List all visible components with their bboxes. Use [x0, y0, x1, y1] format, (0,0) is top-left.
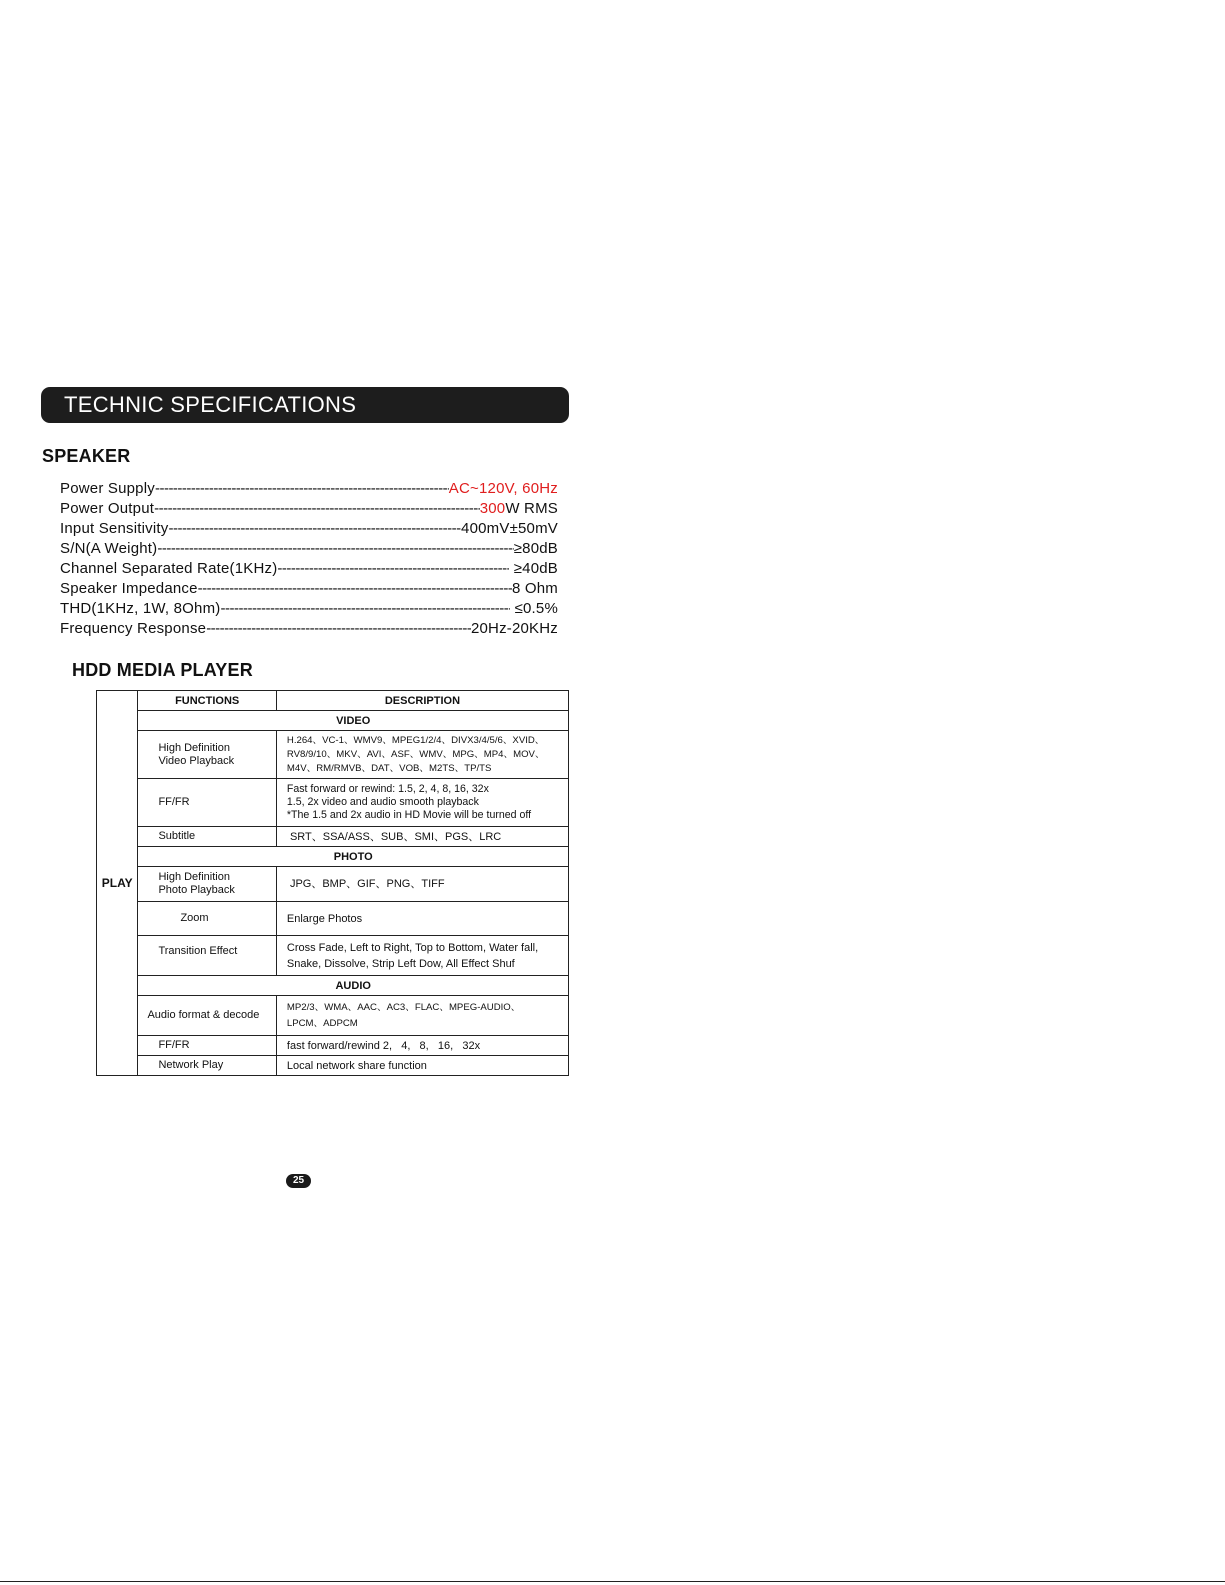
description-text: RV8/9/10、MKV、AVI、ASF、WMV、MPG、MP4、MOV、 [286, 748, 545, 760]
table-header-row [97, 691, 569, 711]
play-label: PLAY [97, 691, 138, 1076]
description-text: 1.5, 2x video and audio smooth playback [286, 796, 479, 808]
spec-row [60, 579, 558, 599]
description-text: H.264、VC-1、WMV9、MPEG1/2/4、DIVX3/4/5/6、XVID、 [286, 734, 545, 746]
category-video: VIDEO [138, 711, 569, 731]
spec-value-text: W RMS [505, 500, 558, 517]
spec-label: Power Supply [60, 480, 155, 497]
description-cell [276, 731, 568, 779]
table-row [97, 1036, 569, 1056]
description-text: MP2/3、WMA、AAC、AC3、FLAC、MPEG-AUDIO、 [286, 1001, 521, 1013]
spec-value [449, 479, 558, 499]
spec-value-text: ≤0.5% [510, 600, 558, 617]
spec-label: Channel Separated Rate(1KHz) [60, 560, 278, 577]
leader-dots [221, 599, 511, 619]
function-cell [138, 867, 276, 902]
spec-label: Input Sensitivity [60, 520, 169, 537]
description-cell [276, 779, 568, 827]
spec-row [60, 619, 558, 639]
banner-title: TECHNIC SPECIFICATIONS [64, 392, 357, 417]
description-cell [276, 996, 568, 1036]
description-text: Fast forward or rewind: 1.5, 2, 4, 8, 16, 32x [286, 783, 489, 795]
spec-value-text: 400mV±50mV [461, 520, 558, 537]
function-cell [138, 731, 276, 779]
spec-label: Power Output [60, 500, 155, 517]
leader-dots [154, 499, 480, 519]
speaker-spec-list [60, 479, 558, 639]
hdd-spec-table [96, 690, 569, 1076]
spec-label: Frequency Response [60, 620, 207, 637]
spec-value [509, 559, 558, 579]
description-text: Snake, Dissolve, Strip Left Dow, All Effect Shuf [286, 957, 515, 970]
spec-value-text: 20Hz-20KHz [470, 620, 558, 637]
spec-value-highlight: 300 [479, 500, 506, 517]
function-cell: Subtitle [138, 827, 276, 847]
table-row [97, 867, 569, 902]
description-header: DESCRIPTION [276, 691, 568, 711]
description-cell: JPG、BMP、GIF、PNG、TIFF [276, 867, 568, 902]
spec-value [480, 499, 558, 519]
spec-label: Speaker Impedance [60, 580, 198, 597]
spec-value-text: 8 Ohm [511, 580, 558, 597]
description-cell: fast forward/rewind 2, 4, 8, 16, 32x [276, 1036, 568, 1056]
spec-row [60, 559, 558, 579]
table-row [97, 996, 569, 1036]
spec-value [471, 619, 558, 639]
description-cell: Local network share function [276, 1056, 568, 1076]
spec-row [60, 479, 558, 499]
spec-row [60, 499, 558, 519]
section-banner [41, 387, 569, 423]
table-row [97, 827, 569, 847]
description-text: M4V、RM/RMVB、DAT、VOB、M2TS、TP/TS [286, 762, 492, 774]
function-cell: FF/FR [138, 779, 276, 827]
table-row [97, 731, 569, 779]
spec-row [60, 519, 558, 539]
description-text: LPCM、ADPCM [286, 1017, 358, 1029]
function-cell: Zoom [138, 902, 276, 936]
table-row [97, 779, 569, 827]
hdd-heading: HDD MEDIA PLAYER [72, 660, 253, 680]
leader-dots [168, 519, 461, 539]
category-photo: PHOTO [138, 847, 569, 867]
description-cell: SRT、SSA/ASS、SUB、SMI、PGS、LRC [276, 827, 568, 847]
function-text: High Definition [158, 871, 230, 883]
functions-header: FUNCTIONS [138, 691, 276, 711]
leader-dots [206, 619, 471, 639]
table-row [97, 1056, 569, 1076]
function-cell: Network Play [138, 1056, 276, 1076]
spec-label: THD(1KHz, 1W, 8Ohm) [60, 600, 221, 617]
spec-value [461, 519, 558, 539]
bottom-divider [0, 1581, 1225, 1582]
function-cell: Transition Effect [138, 936, 276, 976]
function-cell: Audio format & decode [138, 996, 276, 1036]
spec-value-text: ≥40dB [509, 560, 558, 577]
description-text: Cross Fade, Left to Right, Top to Bottom, Water fall, [286, 941, 539, 954]
function-text: Video Playback [158, 754, 235, 767]
table-row [97, 902, 569, 936]
function-cell: FF/FR [138, 1036, 276, 1056]
leader-dots [277, 559, 509, 579]
spec-value-text: ≥80dB [513, 540, 558, 557]
function-text: Photo Playback [158, 884, 235, 896]
description-cell [276, 936, 568, 976]
spec-row [60, 539, 558, 559]
leader-dots [157, 539, 513, 559]
spec-value [512, 579, 558, 599]
category-audio: AUDIO [138, 976, 569, 996]
description-cell: Enlarge Photos [276, 902, 568, 936]
spec-row [60, 599, 558, 619]
category-row [97, 976, 569, 996]
function-text: High Definition [158, 741, 230, 754]
spec-value-highlight: AC~120V, 60Hz [448, 480, 558, 497]
leader-dots [198, 579, 512, 599]
description-text: *The 1.5 and 2x audio in HD Movie will be turned off [286, 809, 532, 821]
spec-value [514, 539, 558, 559]
category-row [97, 711, 569, 731]
page-number-badge: 25 [286, 1174, 311, 1188]
category-row [97, 847, 569, 867]
spec-label: S/N(A Weight) [60, 540, 158, 557]
spec-value [510, 599, 558, 619]
table-row [97, 936, 569, 976]
leader-dots [155, 479, 449, 499]
speaker-heading: SPEAKER [42, 446, 131, 466]
